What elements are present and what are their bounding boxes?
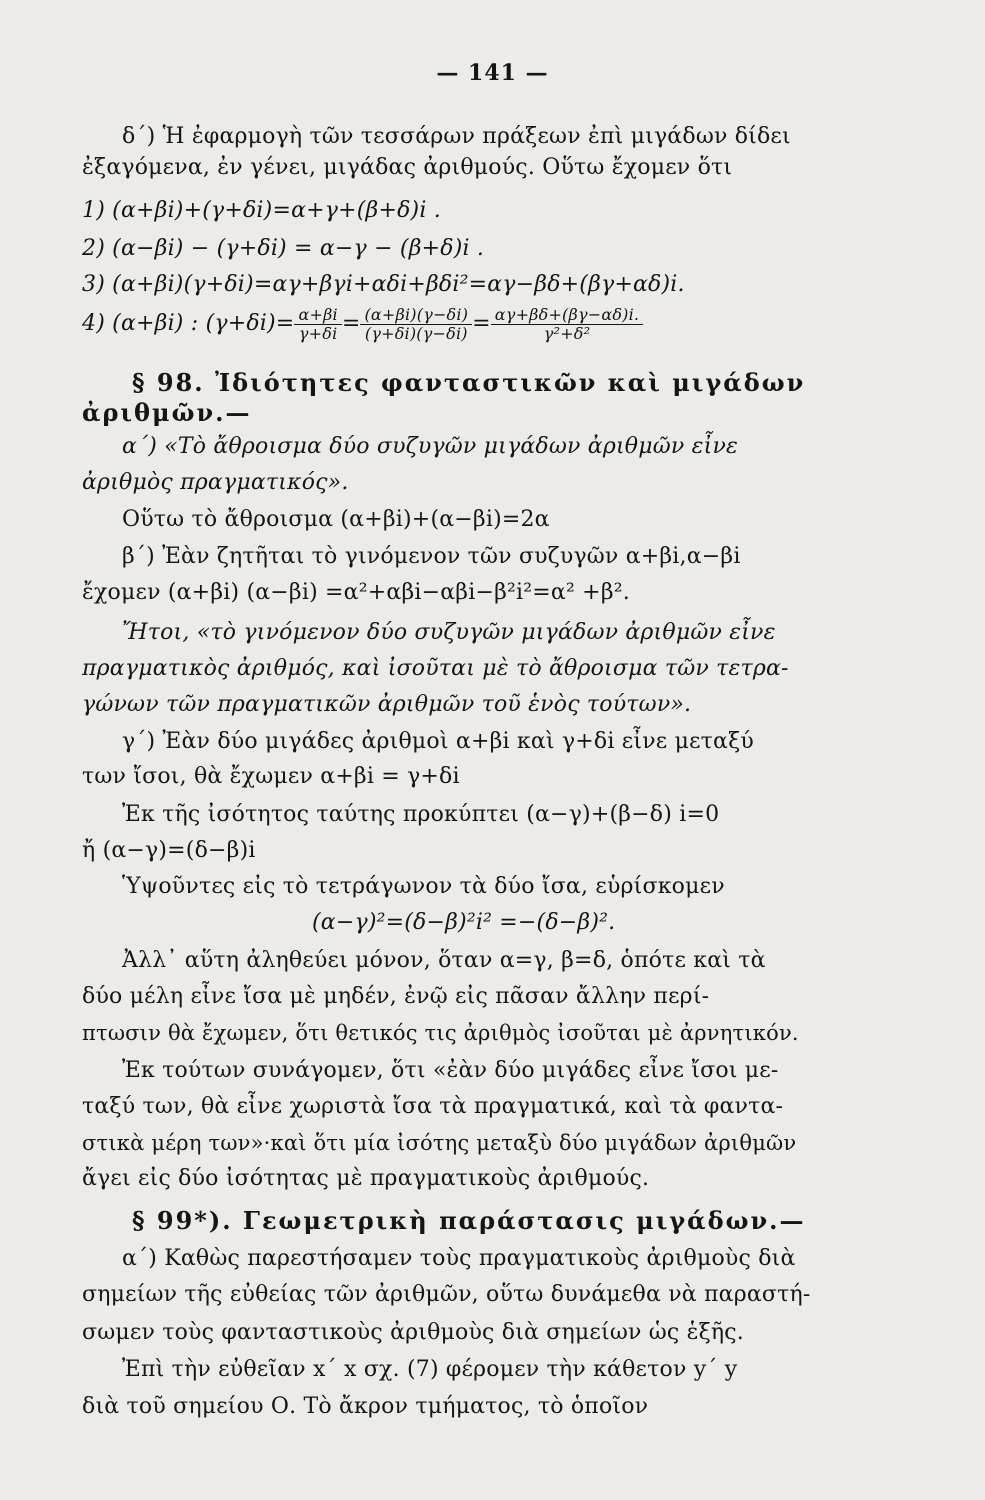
formula-3: 3) (α+βi)(γ+δi)=αγ+βγi+αδi+βδi²=αγ−βδ+(βγ+αδ)i. <box>82 272 685 297</box>
text-line: ἄγει εἰς δύο ἰσότητας μὲ πραγματικοὺς ἀριθμούς. <box>82 1166 650 1191</box>
text-line: των ἴσοι, θὰ ἔχωμεν α+βi = γ+δi <box>82 764 460 789</box>
text-line: β΄) Ἐὰν ζητῆται τὸ γινόμενον τῶν συζυγῶν α+βi,α−βi <box>122 544 741 569</box>
text-line: διὰ τοῦ σημείου Ο. Τὸ ἄκρον τμήματος, τὸ ὁποῖον <box>82 1394 649 1419</box>
text-line: Ἐπὶ τὴν εὐθεῖαν x΄ x σχ. (7) φέρομεν τὴν κάθετον y΄ y <box>122 1357 738 1382</box>
formula-4: 4) (α+βi) : (γ+δi)= $\frac{\alpha+\beta i}{\gamma+\delta i}$ = $\frac{(\alpha+\beta i)(\gamma-\delta i)}{(\gamma+\delta i)(\gamma-\delta i)}$ = $\frac{\alpha\gamma+\beta\delta+(\beta\gamma-\alpha\delta)i.}{\text{γ²+δ²}}$ <box>82 304 872 344</box>
fraction-3 <box>491 306 643 343</box>
fraction-2-numerator: (α+βi)(γ−δi) <box>360 306 472 325</box>
formula-2: 2) (α−βi) − (γ+δi) = α−γ − (β+δ)i . <box>82 236 485 261</box>
formula-squared: (α−γ)²=(δ−β)²i² =−(δ−β)². <box>312 910 616 935</box>
text-line: Ἀλλ᾿ αὕτη ἀληθεύει μόνον, ὅταν α=γ, β=δ, ὁπότε καὶ τὰ <box>122 948 766 973</box>
fraction-2 <box>360 306 472 343</box>
text-line: πραγματικὸς ἀριθμός, καὶ ἰσοῦται μὲ τὸ ἄθροισμα τῶν τετρα- <box>82 656 789 681</box>
section-98-heading-cont: ἀριθμῶν.— <box>82 398 252 427</box>
fraction-3-numerator: αγ+βδ+(βγ−αδ)i. <box>491 306 643 325</box>
fraction-1-denominator: γ+δi <box>298 323 338 343</box>
formula-1: 1) (α+βi)+(γ+δi)=α+γ+(β+δ)i . <box>82 198 441 223</box>
text-line: γ΄) Ἐὰν δύο μιγάδες ἀριθμοὶ α+βi καὶ γ+δi εἶνε μεταξύ <box>122 729 755 754</box>
text-line: πτωσιν θὰ ἔχωμεν, ὅτι θετικός τις ἀριθμὸς ἰσοῦται μὲ ἀρνητικόν. <box>82 1021 799 1045</box>
page-number: — 141 — <box>436 60 549 86</box>
text-line: στικὰ μέρη των»·καὶ ὅτι μία ἰσότης μεταξὺ δύο μιγάδων ἀριθμῶν <box>82 1131 797 1155</box>
text-line: ἐξαγόμενα, ἐν γένει, μιγάδας ἀριθμούς. Οὕτω ἔχομεν ὅτι <box>82 155 733 180</box>
text-line: γώνων τῶν πραγματικῶν ἀριθμῶν τοῦ ἑνὸς τούτων». <box>82 692 692 717</box>
text-line: σημείων τῆς εὐθείας τῶν ἀριθμῶν, οὕτω δυνάμεθα νὰ παραστή- <box>82 1282 811 1307</box>
text-line: α΄) Καθὼς παρεστήσαμεν τοὺς πραγματικοὺς ἀριθμοὺς διὰ <box>122 1246 796 1271</box>
text-line: Οὕτω τὸ ἄθροισμα (α+βi)+(α−βi)=2α <box>122 507 550 532</box>
text-line: ἔχομεν (α+βi) (α−βi) =α²+αβi−αβi−β²i²=α² +β². <box>82 580 630 605</box>
fraction-3-denominator: γ²+δ² <box>543 323 591 343</box>
text-line: ἤ (α−γ)=(δ−β)i <box>82 838 256 863</box>
text-line: δ΄) Ἡ ἐφαρμογὴ τῶν τεσσάρων πράξεων ἐπὶ μιγάδων δίδει <box>122 124 791 149</box>
text-line: δύο μέλη εἶνε ἴσα μὲ μηδέν, ἐνῷ εἰς πᾶσαν ἄλλην περί- <box>82 984 710 1009</box>
section-98-heading: § 98. Ἰδιότητες φανταστικῶν καὶ μιγάδων <box>132 368 806 397</box>
fraction-1 <box>294 306 341 343</box>
text-line: Ὑψοῦντες εἰς τὸ τετράγωνον τὰ δύο ἴσα, εὑρίσκομεν <box>122 874 725 899</box>
formula-4-left: 4) (α+βi) : (γ+δi)= <box>82 311 295 336</box>
text-line: α΄) «Τὸ ἄθροισμα δύο συζυγῶν μιγάδων ἀριθμῶν εἶνε <box>122 434 739 459</box>
text-line: Ἐκ τῆς ἰσότητος ταύτης προκύπτει (α−γ)+(β−δ) i=0 <box>122 802 720 827</box>
text-line: Ἤτοι, «τὸ γινόμενον δύο συζυγῶν μιγάδων ἀριθμῶν εἶνε <box>122 620 776 645</box>
fraction-1-numerator: α+βi <box>294 306 341 325</box>
text-line: σωμεν τοὺς φανταστικοὺς ἀριθμοὺς διὰ σημείων ὡς ἑξῆς. <box>82 1320 744 1345</box>
text-line: ἀριθμὸς πραγματικός». <box>82 470 349 495</box>
section-99-heading: § 99*). Γεωμετρικὴ παράστασις μιγάδων.— <box>132 1206 806 1235</box>
text-line: ταξύ των, θὰ εἶνε χωριστὰ ἴσα τὰ πραγματικά, καὶ τὰ φαντα- <box>82 1094 784 1119</box>
text-line: Ἐκ τούτων συνάγομεν, ὅτι «ἐὰν δύο μιγάδες εἶνε ἴσοι με- <box>122 1058 779 1083</box>
fraction-2-denominator: (γ+δi)(γ−δi) <box>364 323 468 343</box>
